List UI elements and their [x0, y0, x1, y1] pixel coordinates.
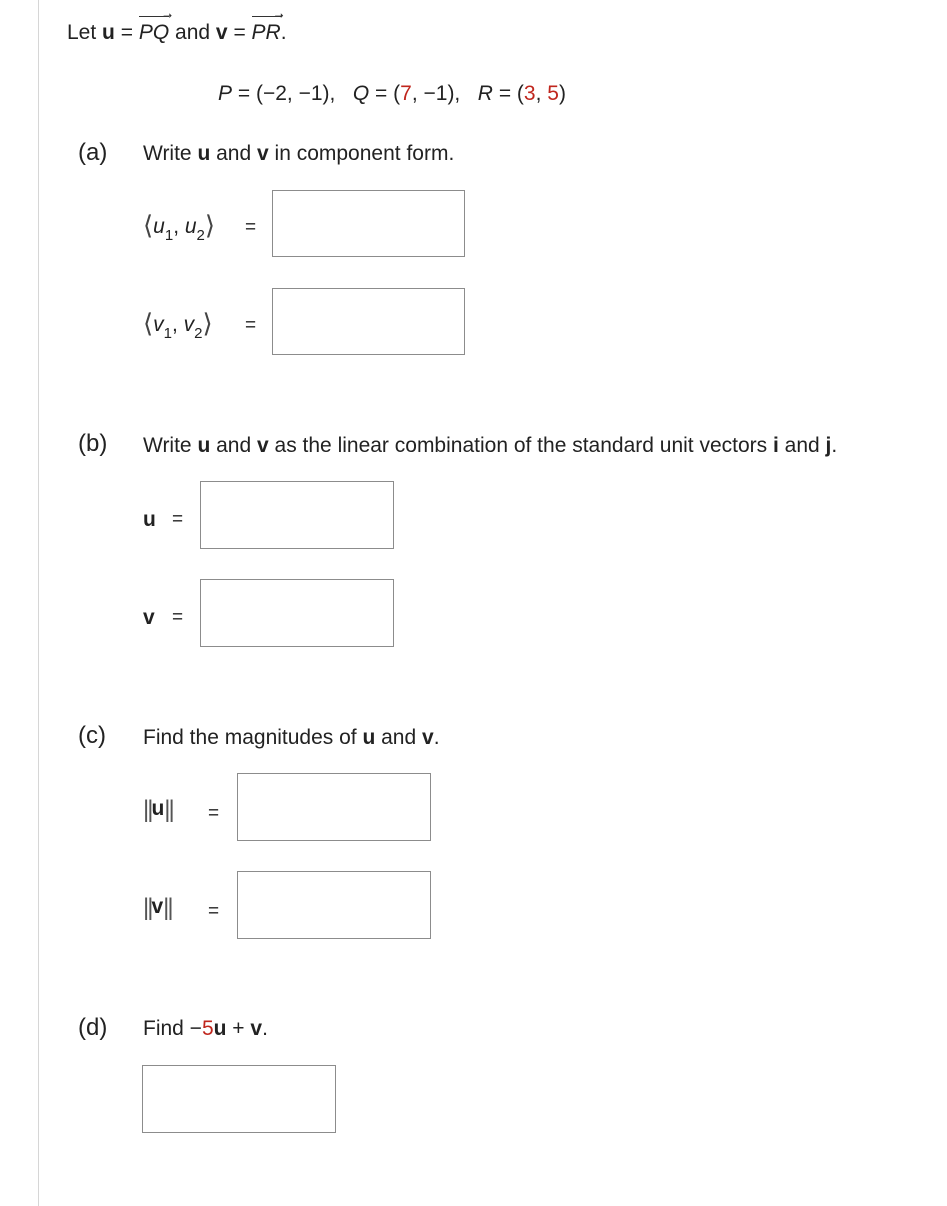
part-c-prompt: Find the magnitudes of u and v.	[143, 726, 440, 749]
vector-pr: ➝ PR	[251, 10, 284, 44]
part-c-u-norm-label: ||u||	[143, 796, 173, 823]
point-r-x: 3	[523, 82, 536, 105]
intro-v: v	[215, 21, 228, 44]
answer-box-a-u[interactable]	[272, 190, 465, 257]
part-d-label: (d)	[78, 1014, 108, 1041]
vector-pq: ➝ PQ	[138, 10, 173, 44]
points-line	[218, 82, 566, 106]
point-q-open: = (	[375, 82, 401, 105]
point-q-rest: , −1),	[411, 82, 461, 105]
part-a-u-components-label: $⟨u_1$, $u_2⟩$	[143, 210, 216, 244]
part-c-label: (c)	[78, 722, 106, 749]
part-b-u-label: u	[143, 508, 156, 531]
part-c-v-equals: =	[208, 901, 220, 922]
left-margin-rule	[38, 0, 39, 1206]
intro-eq1: =	[120, 21, 133, 44]
answer-box-b-v[interactable]	[200, 579, 394, 647]
point-r-label: R	[477, 82, 493, 105]
intro-eq2: =	[233, 21, 246, 44]
part-c-v-norm-label: ||v||	[143, 894, 172, 921]
answer-box-c-u[interactable]	[237, 773, 431, 841]
point-q-label: Q	[352, 82, 370, 105]
part-a-v-equals: =	[245, 315, 257, 336]
part-b-label: (b)	[78, 430, 108, 457]
answer-box-d[interactable]	[142, 1065, 336, 1133]
intro-let: Let	[67, 21, 97, 44]
part-b-v-equals: =	[172, 607, 184, 628]
part-b-prompt: Write u and v as the linear combination of the standard unit vectors i and j.	[143, 434, 838, 457]
intro-u: u	[102, 21, 115, 44]
point-r-y: 5	[547, 82, 559, 105]
point-r-comma: ,	[535, 82, 548, 105]
part-b-u-equals: =	[172, 509, 184, 530]
answer-box-c-v[interactable]	[237, 871, 431, 939]
intro-period: .	[280, 21, 287, 44]
part-d-prompt: Find −5u + v.	[143, 1017, 268, 1040]
point-q-x: 7	[400, 82, 412, 105]
intro-and: and	[175, 21, 211, 44]
part-a-prompt: Write u and v in component form.	[143, 142, 455, 165]
intro-line	[67, 10, 287, 45]
point-p-label: P	[218, 82, 233, 105]
point-r-open: = (	[498, 82, 524, 105]
answer-box-b-u[interactable]	[200, 481, 394, 549]
answer-box-a-v[interactable]	[272, 288, 465, 355]
part-c-u-equals: =	[208, 803, 220, 824]
part-a-v-components-label: $⟨v_1$, $v_2⟩$	[143, 308, 213, 342]
part-a-u-equals: =	[245, 217, 257, 238]
point-r-close: )	[558, 82, 566, 105]
part-a-label: (a)	[78, 139, 108, 166]
part-b-v-label: v	[143, 606, 155, 629]
point-p-coords: = (−2, −1),	[237, 82, 336, 105]
